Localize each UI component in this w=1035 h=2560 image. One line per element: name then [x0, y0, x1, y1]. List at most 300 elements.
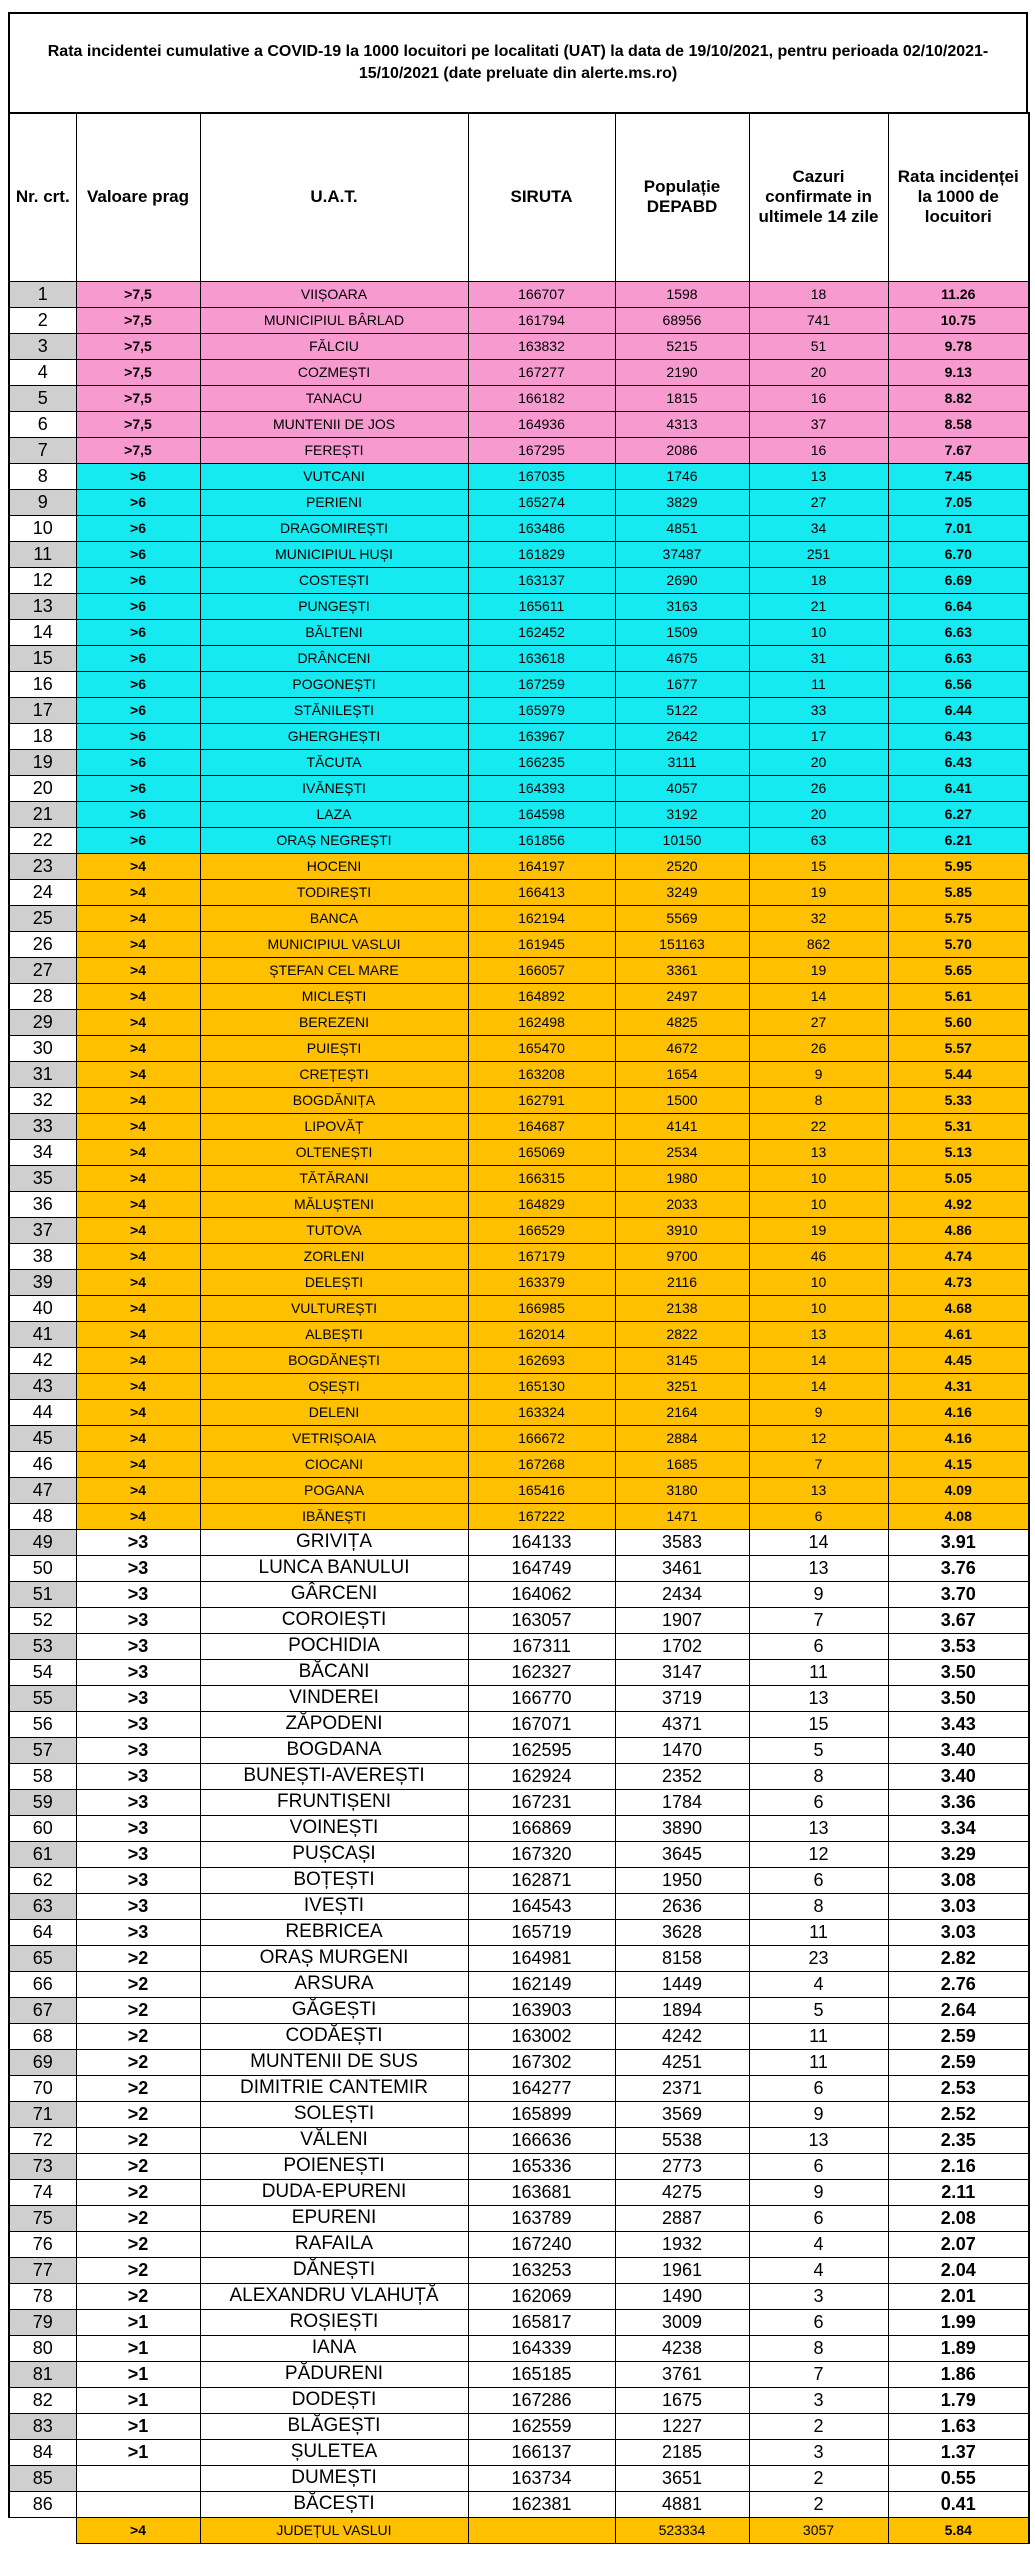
row-rata: 5.65 — [888, 957, 1029, 983]
row-nr: 47 — [9, 1477, 76, 1503]
row-rata: 4.15 — [888, 1451, 1029, 1477]
row-nr: 50 — [9, 1555, 76, 1581]
row-siruta: 167295 — [468, 437, 615, 463]
row-populatie: 4825 — [615, 1009, 749, 1035]
row-prag: >4 — [76, 1399, 200, 1425]
header-prag: Valoare prag — [76, 113, 200, 281]
row-cazuri: 9 — [749, 1399, 888, 1425]
row-rata: 5.70 — [888, 931, 1029, 957]
row-cazuri: 3 — [749, 2387, 888, 2413]
table-row — [9, 1035, 1029, 1061]
row-siruta: 163618 — [468, 645, 615, 671]
row-rata: 9.13 — [888, 359, 1029, 385]
row-nr: 68 — [9, 2023, 76, 2049]
table-row — [9, 723, 1029, 749]
row-cazuri: 51 — [749, 333, 888, 359]
row-prag: >3 — [76, 1737, 200, 1763]
row-rata: 5.57 — [888, 1035, 1029, 1061]
row-prag: >4 — [76, 1191, 200, 1217]
row-prag: >3 — [76, 1685, 200, 1711]
row-rata: 1.89 — [888, 2335, 1029, 2361]
row-populatie: 1784 — [615, 1789, 749, 1815]
row-populatie: 2352 — [615, 1763, 749, 1789]
row-nr: 83 — [9, 2413, 76, 2439]
row-cazuri: 33 — [749, 697, 888, 723]
row-cazuri: 8 — [749, 1087, 888, 1113]
row-nr: 7 — [9, 437, 76, 463]
row-nr: 42 — [9, 1347, 76, 1373]
total-uat: JUDEȚUL VASLUI — [200, 2517, 468, 2543]
row-populatie: 1449 — [615, 1971, 749, 1997]
table-row — [9, 281, 1029, 307]
row-prag: >3 — [76, 1607, 200, 1633]
row-siruta: 164197 — [468, 853, 615, 879]
row-populatie: 2033 — [615, 1191, 749, 1217]
row-rata: 5.61 — [888, 983, 1029, 1009]
row-prag: >3 — [76, 1555, 200, 1581]
row-nr: 76 — [9, 2231, 76, 2257]
row-rata: 2.52 — [888, 2101, 1029, 2127]
total-cazuri: 3057 — [749, 2517, 888, 2543]
row-uat: POIENEȘTI — [200, 2153, 468, 2179]
row-rata: 1.86 — [888, 2361, 1029, 2387]
row-nr: 38 — [9, 1243, 76, 1269]
row-nr: 19 — [9, 749, 76, 775]
row-siruta: 162791 — [468, 1087, 615, 1113]
row-nr: 29 — [9, 1009, 76, 1035]
table-row — [9, 749, 1029, 775]
row-siruta: 164277 — [468, 2075, 615, 2101]
row-cazuri: 10 — [749, 1295, 888, 1321]
row-nr: 4 — [9, 359, 76, 385]
row-uat: MUNICIPIUL BÂRLAD — [200, 307, 468, 333]
row-cazuri: 7 — [749, 1451, 888, 1477]
row-nr: 70 — [9, 2075, 76, 2101]
row-cazuri: 4 — [749, 2231, 888, 2257]
row-siruta: 166137 — [468, 2439, 615, 2465]
row-nr: 64 — [9, 1919, 76, 1945]
row-nr: 84 — [9, 2439, 76, 2465]
row-rata: 6.44 — [888, 697, 1029, 723]
table-row — [9, 2127, 1029, 2153]
row-populatie: 4057 — [615, 775, 749, 801]
header-rata: Rata incidenței la 1000 de locuitori — [888, 113, 1029, 281]
row-nr: 72 — [9, 2127, 76, 2153]
row-siruta: 162452 — [468, 619, 615, 645]
row-uat: DUMEȘTI — [200, 2465, 468, 2491]
table-row — [9, 1659, 1029, 1685]
row-cazuri: 6 — [749, 2075, 888, 2101]
row-nr: 1 — [9, 281, 76, 307]
row-populatie: 4672 — [615, 1035, 749, 1061]
row-populatie: 2884 — [615, 1425, 749, 1451]
row-populatie: 2086 — [615, 437, 749, 463]
row-uat: OȘEȘTI — [200, 1373, 468, 1399]
row-uat: TĂTĂRANI — [200, 1165, 468, 1191]
row-prag: >2 — [76, 2231, 200, 2257]
row-populatie: 1950 — [615, 1867, 749, 1893]
row-nr: 52 — [9, 1607, 76, 1633]
row-populatie: 3890 — [615, 1815, 749, 1841]
row-rata: 5.13 — [888, 1139, 1029, 1165]
row-rata: 2.53 — [888, 2075, 1029, 2101]
row-rata: 4.45 — [888, 1347, 1029, 1373]
row-nr: 75 — [9, 2205, 76, 2231]
row-cazuri: 10 — [749, 1191, 888, 1217]
table-row — [9, 2231, 1029, 2257]
row-uat: DĂNEȘTI — [200, 2257, 468, 2283]
row-populatie: 4141 — [615, 1113, 749, 1139]
row-prag: >4 — [76, 1217, 200, 1243]
row-populatie: 1598 — [615, 281, 749, 307]
row-populatie: 5215 — [615, 333, 749, 359]
row-prag: >3 — [76, 1893, 200, 1919]
row-nr: 18 — [9, 723, 76, 749]
row-populatie: 1894 — [615, 1997, 749, 2023]
row-rata: 8.82 — [888, 385, 1029, 411]
row-siruta: 166315 — [468, 1165, 615, 1191]
row-rata: 6.63 — [888, 645, 1029, 671]
table-row — [9, 1711, 1029, 1737]
table-row — [9, 359, 1029, 385]
row-cazuri: 9 — [749, 2101, 888, 2127]
row-prag: >7,5 — [76, 307, 200, 333]
row-siruta: 167268 — [468, 1451, 615, 1477]
row-siruta: 163324 — [468, 1399, 615, 1425]
row-prag: >3 — [76, 1529, 200, 1555]
row-siruta: 162014 — [468, 1321, 615, 1347]
row-siruta: 166672 — [468, 1425, 615, 1451]
row-prag: >4 — [76, 1295, 200, 1321]
row-nr: 63 — [9, 1893, 76, 1919]
row-rata: 2.59 — [888, 2049, 1029, 2075]
row-rata: 3.67 — [888, 1607, 1029, 1633]
row-uat: CIOCANI — [200, 1451, 468, 1477]
row-prag: >4 — [76, 905, 200, 931]
row-prag: >4 — [76, 1477, 200, 1503]
row-populatie: 2636 — [615, 1893, 749, 1919]
row-cazuri: 63 — [749, 827, 888, 853]
table-row — [9, 307, 1029, 333]
row-cazuri: 14 — [749, 983, 888, 1009]
row-uat: VULTUREȘTI — [200, 1295, 468, 1321]
row-cazuri: 12 — [749, 1841, 888, 1867]
row-rata: 2.64 — [888, 1997, 1029, 2023]
row-rata: 6.43 — [888, 749, 1029, 775]
row-rata: 7.45 — [888, 463, 1029, 489]
row-rata: 3.40 — [888, 1737, 1029, 1763]
row-uat: ZORLENI — [200, 1243, 468, 1269]
row-populatie: 1490 — [615, 2283, 749, 2309]
row-populatie: 3569 — [615, 2101, 749, 2127]
row-rata: 1.79 — [888, 2387, 1029, 2413]
row-prag: >6 — [76, 515, 200, 541]
table-row — [9, 2049, 1029, 2075]
row-prag: >4 — [76, 1503, 200, 1529]
row-siruta: 165069 — [468, 1139, 615, 1165]
row-rata: 10.75 — [888, 307, 1029, 333]
table-row — [9, 1295, 1029, 1321]
row-prag: >3 — [76, 1581, 200, 1607]
row-populatie: 68956 — [615, 307, 749, 333]
table-row — [9, 775, 1029, 801]
row-prag: >6 — [76, 697, 200, 723]
row-rata: 7.01 — [888, 515, 1029, 541]
row-uat: MUNTENII DE JOS — [200, 411, 468, 437]
table-row — [9, 1269, 1029, 1295]
row-prag: >3 — [76, 1633, 200, 1659]
row-rata: 2.76 — [888, 1971, 1029, 1997]
row-uat: CREȚEȘTI — [200, 1061, 468, 1087]
row-siruta: 162381 — [468, 2491, 615, 2517]
row-prag: >6 — [76, 749, 200, 775]
row-populatie: 2642 — [615, 723, 749, 749]
table-row — [9, 2153, 1029, 2179]
row-cazuri: 16 — [749, 437, 888, 463]
row-populatie: 1654 — [615, 1061, 749, 1087]
row-siruta: 164339 — [468, 2335, 615, 2361]
row-siruta: 164892 — [468, 983, 615, 1009]
row-nr: 44 — [9, 1399, 76, 1425]
row-populatie: 2116 — [615, 1269, 749, 1295]
row-rata: 3.34 — [888, 1815, 1029, 1841]
row-nr: 80 — [9, 2335, 76, 2361]
row-cazuri: 22 — [749, 1113, 888, 1139]
row-siruta: 162498 — [468, 1009, 615, 1035]
row-prag: >6 — [76, 541, 200, 567]
row-nr: 9 — [9, 489, 76, 515]
table-row — [9, 1451, 1029, 1477]
row-prag: >7,5 — [76, 411, 200, 437]
table-row — [9, 2179, 1029, 2205]
row-siruta: 166182 — [468, 385, 615, 411]
row-cazuri: 8 — [749, 1893, 888, 1919]
table-row — [9, 1061, 1029, 1087]
row-populatie: 3145 — [615, 1347, 749, 1373]
row-cazuri: 6 — [749, 1867, 888, 1893]
table-row — [9, 1815, 1029, 1841]
row-rata: 11.26 — [888, 281, 1029, 307]
row-populatie: 4371 — [615, 1711, 749, 1737]
row-prag: >1 — [76, 2413, 200, 2439]
row-siruta: 162595 — [468, 1737, 615, 1763]
row-cazuri: 21 — [749, 593, 888, 619]
row-uat: BUNEȘTI-AVEREȘTI — [200, 1763, 468, 1789]
row-populatie: 1470 — [615, 1737, 749, 1763]
row-rata: 3.76 — [888, 1555, 1029, 1581]
row-siruta: 165416 — [468, 1477, 615, 1503]
row-siruta: 167286 — [468, 2387, 615, 2413]
row-rata: 0.41 — [888, 2491, 1029, 2517]
row-cazuri: 13 — [749, 2127, 888, 2153]
row-rata: 3.43 — [888, 1711, 1029, 1737]
table-row — [9, 1191, 1029, 1217]
table-row — [9, 1997, 1029, 2023]
row-nr: 86 — [9, 2491, 76, 2517]
row-populatie: 1471 — [615, 1503, 749, 1529]
row-rata: 8.58 — [888, 411, 1029, 437]
row-uat: GÂRCENI — [200, 1581, 468, 1607]
row-cazuri: 13 — [749, 1685, 888, 1711]
row-populatie: 1815 — [615, 385, 749, 411]
table-row — [9, 1581, 1029, 1607]
row-siruta: 167035 — [468, 463, 615, 489]
row-cazuri: 27 — [749, 489, 888, 515]
row-uat: POGONEȘTI — [200, 671, 468, 697]
row-rata: 6.27 — [888, 801, 1029, 827]
row-prag — [76, 2465, 200, 2491]
row-prag: >1 — [76, 2361, 200, 2387]
row-populatie: 4675 — [615, 645, 749, 671]
row-cazuri: 26 — [749, 775, 888, 801]
row-uat: TODIREȘTI — [200, 879, 468, 905]
row-nr: 79 — [9, 2309, 76, 2335]
row-siruta: 165719 — [468, 1919, 615, 1945]
row-prag: >3 — [76, 1841, 200, 1867]
row-cazuri: 27 — [749, 1009, 888, 1035]
row-prag: >2 — [76, 2075, 200, 2101]
table-row — [9, 1555, 1029, 1581]
row-rata: 7.67 — [888, 437, 1029, 463]
table-row — [9, 1087, 1029, 1113]
row-siruta: 163681 — [468, 2179, 615, 2205]
row-nr: 10 — [9, 515, 76, 541]
table-row — [9, 2075, 1029, 2101]
table-row — [9, 411, 1029, 437]
row-populatie: 1675 — [615, 2387, 749, 2413]
row-nr: 20 — [9, 775, 76, 801]
row-populatie: 9700 — [615, 1243, 749, 1269]
row-populatie: 10150 — [615, 827, 749, 853]
table-row — [9, 515, 1029, 541]
row-siruta: 163253 — [468, 2257, 615, 2283]
row-rata: 1.37 — [888, 2439, 1029, 2465]
header-uat: U.A.T. — [200, 113, 468, 281]
header-cazuri: Cazuri confirmate in ultimele 14 zile — [749, 113, 888, 281]
row-uat: LAZA — [200, 801, 468, 827]
row-uat: DELENI — [200, 1399, 468, 1425]
row-uat: ALEXANDRU VLAHUȚĂ — [200, 2283, 468, 2309]
row-populatie: 3719 — [615, 1685, 749, 1711]
row-rata: 3.36 — [888, 1789, 1029, 1815]
table-row — [9, 1373, 1029, 1399]
row-uat: VOINEȘTI — [200, 1815, 468, 1841]
row-nr: 27 — [9, 957, 76, 983]
row-rata: 5.60 — [888, 1009, 1029, 1035]
row-rata: 9.78 — [888, 333, 1029, 359]
row-nr: 41 — [9, 1321, 76, 1347]
table-row — [9, 619, 1029, 645]
row-rata: 2.16 — [888, 2153, 1029, 2179]
row-nr: 16 — [9, 671, 76, 697]
row-nr: 59 — [9, 1789, 76, 1815]
row-prag: >4 — [76, 1139, 200, 1165]
row-nr: 37 — [9, 1217, 76, 1243]
row-rata: 3.53 — [888, 1633, 1029, 1659]
row-cazuri: 11 — [749, 2049, 888, 2075]
table-row — [9, 1425, 1029, 1451]
row-siruta: 162559 — [468, 2413, 615, 2439]
total-populatie: 523334 — [615, 2517, 749, 2543]
row-siruta: 164749 — [468, 1555, 615, 1581]
row-siruta: 167231 — [468, 1789, 615, 1815]
row-populatie: 2434 — [615, 1581, 749, 1607]
row-siruta: 163832 — [468, 333, 615, 359]
row-siruta: 163208 — [468, 1061, 615, 1087]
row-prag: >7,5 — [76, 437, 200, 463]
row-siruta: 165899 — [468, 2101, 615, 2127]
row-rata: 5.05 — [888, 1165, 1029, 1191]
row-rata: 5.44 — [888, 1061, 1029, 1087]
header-nr: Nr. crt. — [9, 113, 76, 281]
table-row — [9, 567, 1029, 593]
row-rata: 4.16 — [888, 1399, 1029, 1425]
row-cazuri: 4 — [749, 1971, 888, 1997]
row-nr: 5 — [9, 385, 76, 411]
table-row — [9, 385, 1029, 411]
row-cazuri: 6 — [749, 1789, 888, 1815]
row-siruta: 167259 — [468, 671, 615, 697]
row-cazuri: 4 — [749, 2257, 888, 2283]
row-cazuri: 10 — [749, 1165, 888, 1191]
table-row — [9, 1503, 1029, 1529]
row-populatie: 1746 — [615, 463, 749, 489]
row-nr: 25 — [9, 905, 76, 931]
table-row — [9, 1529, 1029, 1555]
row-populatie: 1702 — [615, 1633, 749, 1659]
row-siruta: 164543 — [468, 1893, 615, 1919]
row-siruta: 167277 — [468, 359, 615, 385]
row-uat: VETRIȘOAIA — [200, 1425, 468, 1451]
header-siruta: SIRUTA — [468, 113, 615, 281]
row-uat: BOȚEȘTI — [200, 1867, 468, 1893]
row-rata: 2.04 — [888, 2257, 1029, 2283]
row-populatie: 5538 — [615, 2127, 749, 2153]
row-prag: >4 — [76, 1321, 200, 1347]
row-uat: MUNICIPIUL VASLUI — [200, 931, 468, 957]
row-populatie: 2164 — [615, 1399, 749, 1425]
header-populatie: Populație DEPABD — [615, 113, 749, 281]
row-prag: >3 — [76, 1815, 200, 1841]
row-siruta: 162194 — [468, 905, 615, 931]
row-populatie: 5122 — [615, 697, 749, 723]
row-prag: >7,5 — [76, 333, 200, 359]
row-prag: >2 — [76, 2257, 200, 2283]
table-row — [9, 905, 1029, 931]
row-populatie: 3163 — [615, 593, 749, 619]
row-rata: 3.08 — [888, 1867, 1029, 1893]
table-row — [9, 853, 1029, 879]
table-row — [9, 1477, 1029, 1503]
row-cazuri: 11 — [749, 671, 888, 697]
row-rata: 2.07 — [888, 2231, 1029, 2257]
row-uat: TUTOVA — [200, 1217, 468, 1243]
row-siruta: 163903 — [468, 1997, 615, 2023]
row-rata: 2.11 — [888, 2179, 1029, 2205]
row-siruta: 161829 — [468, 541, 615, 567]
row-prag: >4 — [76, 1373, 200, 1399]
row-cazuri: 15 — [749, 853, 888, 879]
table-row — [9, 697, 1029, 723]
row-uat: DRÂNCENI — [200, 645, 468, 671]
row-rata: 6.64 — [888, 593, 1029, 619]
row-prag: >2 — [76, 2205, 200, 2231]
row-uat: POGANA — [200, 1477, 468, 1503]
row-uat: TANACU — [200, 385, 468, 411]
row-uat: BOGDĂNIȚA — [200, 1087, 468, 1113]
row-cazuri: 13 — [749, 1555, 888, 1581]
row-nr: 40 — [9, 1295, 76, 1321]
